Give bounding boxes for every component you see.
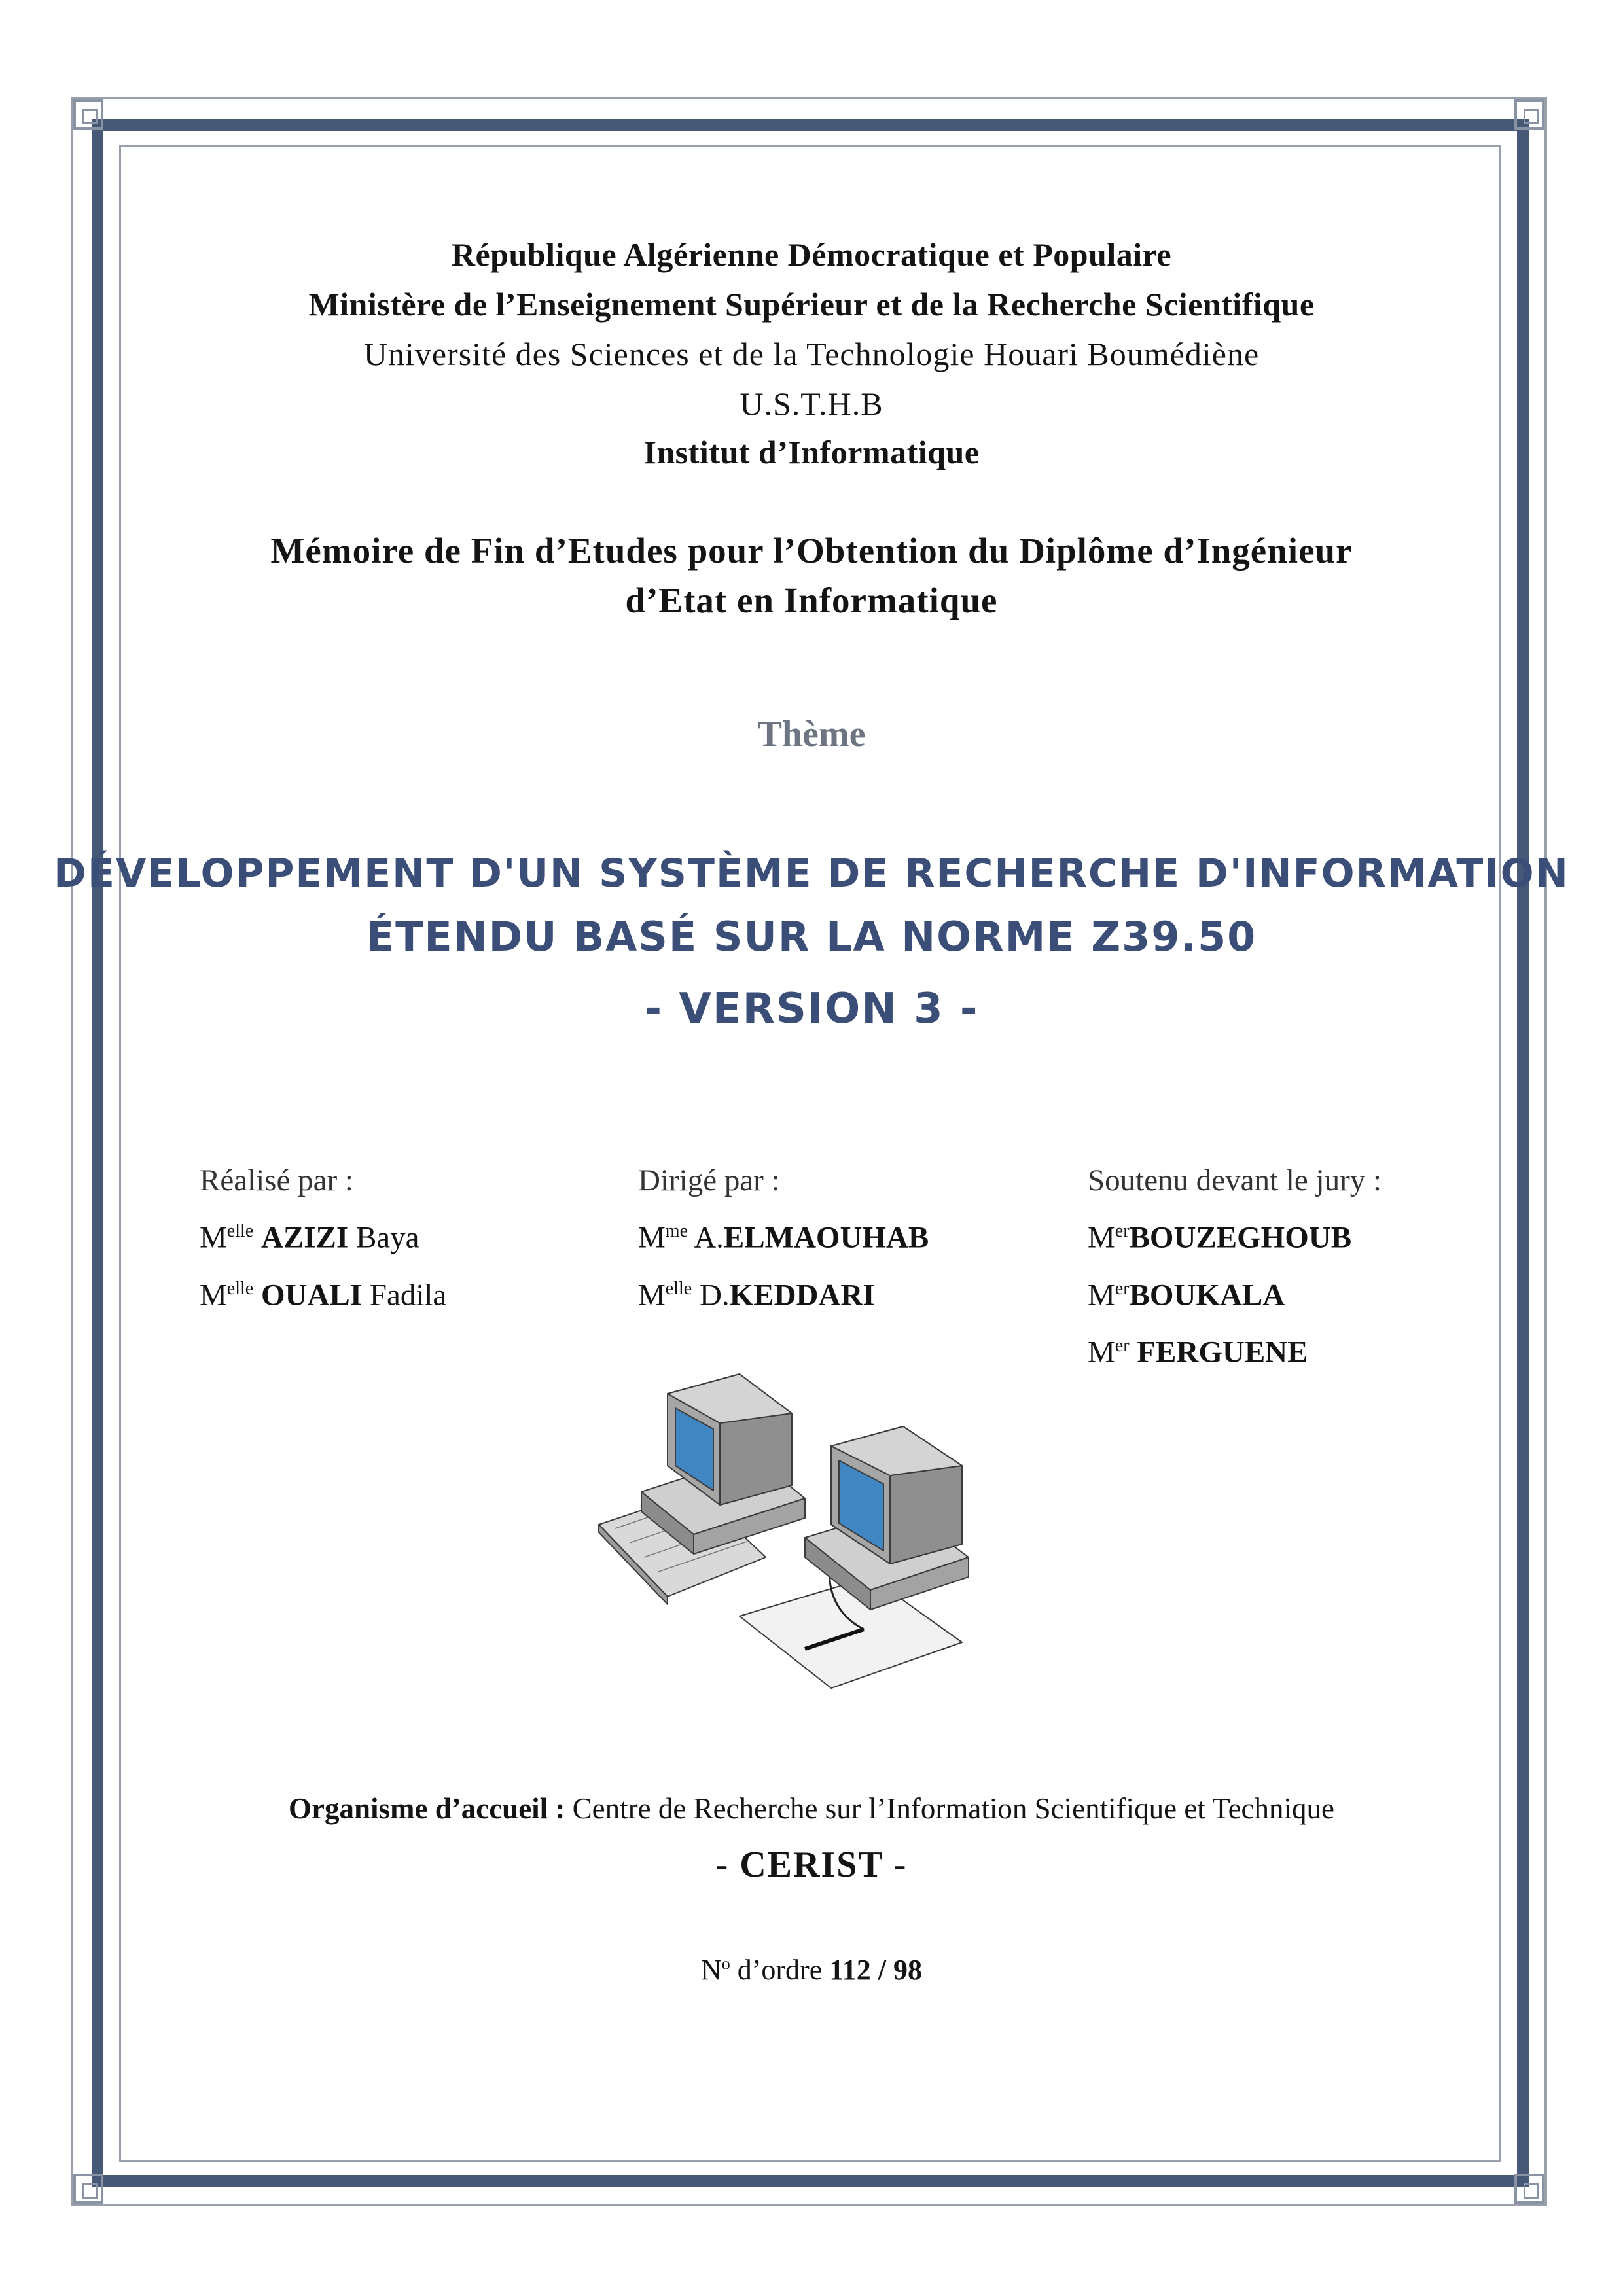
memoire-line-1: Mémoire de Fin d’Etudes pour l’Obtention du Diplôme d’Ingénieur bbox=[270, 531, 1353, 571]
dirige-par-column bbox=[638, 1155, 929, 1320]
organisme-line bbox=[0, 1792, 1623, 1826]
header-republic: République Algérienne Démocratique et Populaire bbox=[451, 236, 1172, 273]
jury-column bbox=[1088, 1155, 1382, 1378]
author-2: $M^{elle}$ OUALI Fadila bbox=[200, 1278, 447, 1313]
computer-illustration bbox=[589, 1361, 1034, 1727]
dirige-par-label: Dirigé par : bbox=[638, 1163, 780, 1197]
realise-par-column bbox=[200, 1155, 446, 1320]
frame-corner-ornament bbox=[73, 2174, 103, 2204]
organisme-value: Centre de Recherche sur l’Information Scientifique et Technique bbox=[572, 1792, 1335, 1825]
organisme-label: Organisme d’accueil : bbox=[288, 1792, 565, 1825]
frame-corner-ornament bbox=[1514, 2174, 1544, 2204]
jury-member-3: Mer FERGUENE bbox=[1088, 1335, 1308, 1369]
header-acronym: U.S.T.H.B bbox=[740, 385, 883, 422]
jury-member-1: MerBOUZEGHOUB bbox=[1088, 1220, 1352, 1255]
title-line-1: DÉVELOPPEMENT D'UN SYSTÈME DE RECHERCHE D'INFORMATION bbox=[54, 851, 1569, 896]
theme-label: Thème bbox=[757, 714, 866, 754]
frame-corner-ornament bbox=[1514, 99, 1544, 130]
header-ministry: Ministère de l’Enseignement Supérieur et de la Recherche Scientifique bbox=[308, 286, 1315, 323]
frame-corner-ornament bbox=[73, 99, 103, 130]
ordre-line: $N^o$ d’ordre 112 / 98 bbox=[700, 1954, 923, 1986]
supervisor-2: $M^{elle}$ D.KEDDARI bbox=[638, 1278, 875, 1313]
ordre-number: 112 / 98 bbox=[829, 1954, 923, 1986]
jury-label: Soutenu devant le jury : bbox=[1088, 1163, 1382, 1197]
header-university: Université des Sciences et de la Technologie Houari Boumédiène bbox=[363, 336, 1260, 372]
title-line-3: - VERSION 3 - bbox=[644, 985, 979, 1033]
title-line-2: ÉTENDU BASÉ SUR LA NORME Z39.50 bbox=[366, 913, 1257, 961]
author-1: $M^{elle}$ AZIZI Baya bbox=[200, 1220, 419, 1255]
memoire-line-2: d’Etat en Informatique bbox=[625, 580, 998, 620]
supervisor-1: $M^{me}$ A.ELMAOUHAB bbox=[638, 1220, 929, 1255]
header-institute: Institut d’Informatique bbox=[643, 434, 980, 470]
realise-par-label: Réalisé par : bbox=[200, 1163, 353, 1197]
organisme-acronym: - CERIST - bbox=[715, 1845, 908, 1885]
jury-member-2: MerBOUKALA bbox=[1088, 1278, 1285, 1313]
